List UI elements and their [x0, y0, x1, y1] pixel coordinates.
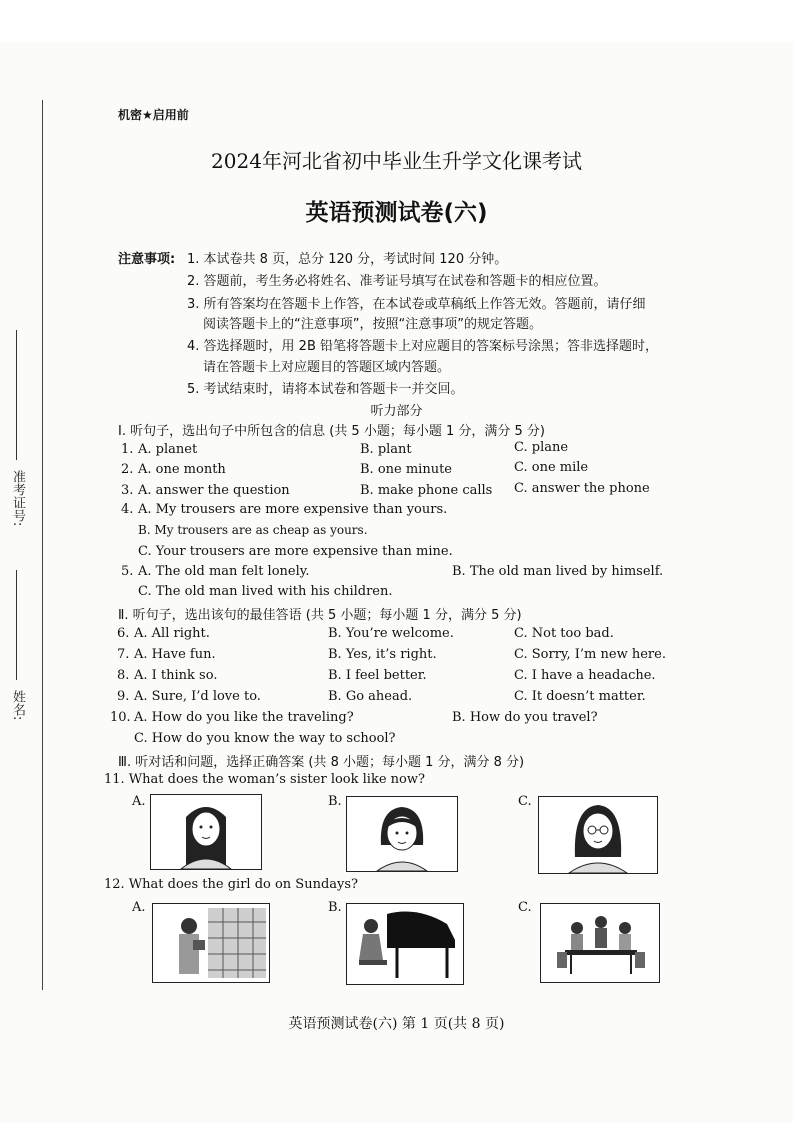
scan-top-band: [0, 0, 793, 42]
option-c: C. The old man lived with his children.: [138, 584, 393, 599]
question-number: 6.: [117, 626, 130, 641]
option-b: B. The old man lived by himself.: [452, 564, 664, 579]
question-number: 9.: [117, 689, 130, 704]
picture-woman-with-glasses: [538, 796, 658, 874]
picture-girl-playing-piano: [346, 903, 464, 985]
option-c: C. Not too bad.: [514, 626, 614, 641]
picture-label-c: C.: [518, 900, 532, 915]
picture-label-c: C.: [518, 794, 532, 809]
picture-label-a: A.: [132, 900, 146, 915]
option-b: B. Go ahead.: [328, 689, 413, 704]
note-item: 2. 答题前，考生务必将姓名、准考证号填写在试卷和答题卡的相应位置。: [187, 274, 607, 289]
question-number: 2.: [121, 462, 134, 477]
exam-subtitle: 英语预测试卷(六): [305, 200, 488, 226]
option-b: B. You’re welcome.: [328, 626, 454, 641]
option-a: A. My trousers are more expensive than yours.: [138, 502, 448, 517]
note-item: 5. 考试结束时，请将本试卷和答题卡一并交回。: [187, 382, 464, 397]
option-c: C. answer the phone: [514, 481, 650, 496]
option-c: C. one mile: [514, 460, 589, 475]
option-b: B. I feel better.: [328, 668, 427, 683]
note-item: 1. 本试卷共 8 页，总分 120 分，考试时间 120 分钟。: [187, 252, 508, 267]
picture-long-hair-woman: [150, 794, 262, 870]
note-item: 请在答题卡上对应题目的答题区域内答题。: [203, 360, 451, 375]
section-2-title: Ⅱ. 听句子，选出该句的最佳答语 (共 5 小题；每小题 1 分，满分 5 分): [118, 608, 522, 623]
picture-label-a: A.: [132, 794, 146, 809]
option-c: C. Sorry, I’m new here.: [514, 647, 666, 662]
question-number: 10.: [110, 710, 131, 725]
exam-title: 2024年河北省初中毕业生升学文化课考试: [211, 149, 582, 173]
ticket-number-label: 准考证号:: [10, 470, 25, 527]
confidential-mark: 机密★启用前: [118, 108, 189, 122]
option-a: A. The old man felt lonely.: [138, 564, 310, 579]
option-b: B. plant: [360, 442, 412, 457]
name-blank: [16, 570, 17, 680]
picture-people-at-table: [540, 903, 660, 983]
listening-heading: 听力部分: [370, 404, 423, 419]
note-item: 4. 答选择题时，用 2B 铅笔将答题卡上对应题目的答案标号涂黑；答非选择题时，: [187, 339, 658, 354]
ticket-number-blank: [16, 330, 17, 460]
option-c: C. It doesn’t matter.: [514, 689, 646, 704]
section-3-title: Ⅲ. 听对话和问题，选择正确答案 (共 8 小题；每小题 1 分，满分 8 分): [118, 755, 525, 770]
option-a: A. All right.: [134, 626, 210, 641]
option-c: C. plane: [514, 440, 569, 455]
section-1-title: Ⅰ. 听句子，选出句子中所包含的信息 (共 5 小题；每小题 1 分，满分 5 分): [118, 424, 545, 439]
picture-short-hair-woman: [346, 796, 458, 872]
option-a: A. Have fun.: [134, 647, 216, 662]
question-stem: 12. What does the girl do on Sundays?: [104, 877, 359, 892]
question-number: 5.: [121, 564, 134, 579]
option-a: A. planet: [138, 442, 198, 457]
option-c: C. I have a headache.: [514, 668, 656, 683]
option-b: B. My trousers are as cheap as yours.: [138, 523, 368, 537]
option-c: C. How do you know the way to school?: [134, 731, 396, 746]
option-a: A. How do you like the traveling?: [134, 710, 354, 725]
question-number: 4.: [121, 502, 134, 517]
notes-heading: 注意事项:: [118, 252, 176, 267]
binding-margin-line: [42, 100, 43, 990]
picture-label-b: B.: [328, 900, 342, 915]
question-number: 7.: [117, 647, 130, 662]
option-b: B. Yes, it’s right.: [328, 647, 437, 662]
name-label: 姓名:: [10, 690, 25, 721]
question-number: 8.: [117, 668, 130, 683]
picture-girl-in-library: [152, 903, 270, 983]
picture-label-b: B.: [328, 794, 342, 809]
option-a: A. one month: [138, 462, 226, 477]
note-item: 3. 所有答案均在答题卡上作答，在本试卷或草稿纸上作答无效。答题前，请仔细: [187, 297, 646, 312]
option-a: A. answer the question: [138, 483, 290, 498]
option-b: B. How do you travel?: [452, 710, 598, 725]
page-footer: 英语预测试卷(六) 第 1 页(共 8 页): [288, 1016, 505, 1032]
option-a: A. Sure, I’d love to.: [134, 689, 261, 704]
option-a: A. I think so.: [134, 668, 218, 683]
question-number: 1.: [121, 442, 134, 457]
option-c: C. Your trousers are more expensive than mine.: [138, 544, 453, 559]
option-b: B. one minute: [360, 462, 452, 477]
question-number: 3.: [121, 483, 134, 498]
question-stem: 11. What does the woman’s sister look like now?: [104, 772, 425, 787]
note-item: 阅读答题卡上的“注意事项”，按照“注意事项”的规定答题。: [203, 317, 542, 332]
option-b: B. make phone calls: [360, 483, 493, 498]
